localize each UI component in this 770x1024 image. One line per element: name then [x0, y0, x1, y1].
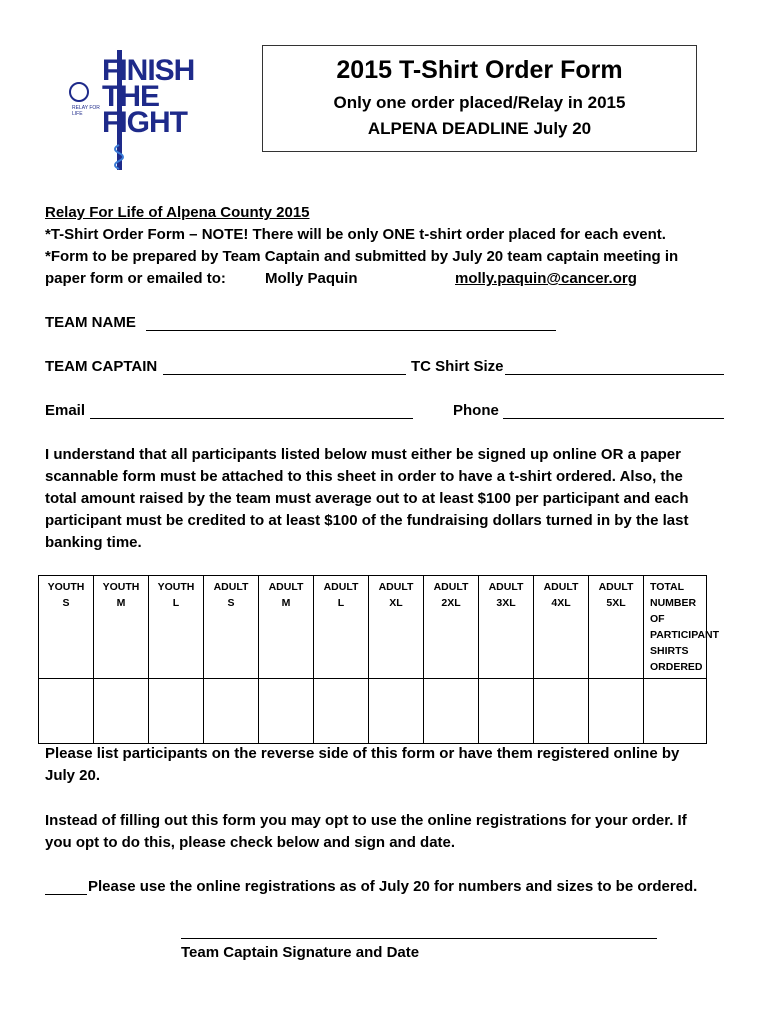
order-note: *T-Shirt Order Form – NOTE! There will be only ONE t-shirt order placed for each event.	[45, 226, 666, 243]
shirt-size-table	[38, 575, 720, 744]
subtitle: Only one order placed/Relay in 2015	[333, 93, 626, 112]
quantity-row	[39, 679, 707, 744]
list-note-2: July 20.	[45, 767, 101, 784]
header-cell: ADULT L	[314, 576, 369, 679]
policy-line-1: I understand that all participants listed below must either be signed up online OR a paper	[45, 446, 681, 463]
email-line[interactable]	[90, 418, 413, 419]
total-cell[interactable]	[644, 679, 707, 744]
finish-the-fight-logo	[62, 50, 202, 180]
policy-line-5: banking time.	[45, 534, 142, 551]
header-cell: ADULT XL	[369, 576, 424, 679]
org-heading: Relay For Life of Alpena County 2015	[45, 204, 310, 221]
header-cell: ADULT 5XL	[589, 576, 644, 679]
quantity-cell[interactable]	[149, 679, 204, 744]
team-captain-line[interactable]	[163, 374, 406, 375]
email-label: Email	[45, 402, 86, 419]
policy-line-4: participant must be credited to at least $100 of the fundraising dollars turned in by the last	[45, 512, 689, 529]
team-captain-label: TEAM CAPTAIN	[45, 358, 158, 375]
contact-name: Molly Paquin	[265, 270, 358, 287]
quantity-cell[interactable]	[314, 679, 369, 744]
total-header-cell: TOTAL NUMBER OF PARTICIPANT SHIRTS ORDERED	[644, 576, 707, 679]
quantity-cell[interactable]	[589, 679, 644, 744]
header-cell: ADULT 3XL	[479, 576, 534, 679]
title-box	[262, 45, 697, 152]
phone-label: Phone	[453, 402, 499, 419]
opt-note-2: you opt to do this, please check below and sign and date.	[45, 834, 456, 851]
header-cell: ADULT S	[204, 576, 259, 679]
logo-line-1: FINISH	[102, 54, 195, 87]
opt-note-1: Instead of filling out this form you may opt to use the online registrations for your order. If	[45, 812, 687, 829]
header-cell: YOUTH M	[94, 576, 149, 679]
list-note-1: Please list participants on the reverse side of this form or have them registered online by	[45, 745, 680, 762]
phone-line[interactable]	[503, 418, 724, 419]
relay-badge: RELAY FOR LIFE	[72, 105, 100, 117]
online-check-line[interactable]	[45, 894, 87, 895]
policy-line-3: total amount raised by the team must average out to at least $100 per participant and each	[45, 490, 689, 507]
team-name-label: TEAM NAME	[45, 314, 136, 331]
policy-line-2: scannable form must be attached to this sheet in order to have a t-shirt ordered. Also, the	[45, 468, 683, 485]
quantity-cell[interactable]	[204, 679, 259, 744]
quantity-cell[interactable]	[369, 679, 424, 744]
quantity-cell[interactable]	[479, 679, 534, 744]
quantity-cell[interactable]	[534, 679, 589, 744]
contact-email[interactable]: molly.paquin@cancer.org	[455, 270, 637, 287]
quantity-cell[interactable]	[39, 679, 94, 744]
header-cell: YOUTH L	[149, 576, 204, 679]
deadline: ALPENA DEADLINE July 20	[367, 119, 592, 138]
logo-line-3: FIGHT	[102, 106, 187, 139]
header-cell: ADULT 2XL	[424, 576, 479, 679]
table-header-row	[39, 576, 707, 679]
prep-note-2: paper form or emailed to:	[45, 270, 226, 287]
tc-shirt-size-label: TC Shirt Size	[411, 358, 504, 375]
header-cell: ADULT 4XL	[534, 576, 589, 679]
online-option: Please use the online registrations as of July 20 for numbers and sizes to be ordered.	[88, 878, 698, 895]
signature-line[interactable]	[181, 938, 657, 939]
team-name-line[interactable]	[146, 330, 556, 331]
signature-label: Team Captain Signature and Date	[181, 944, 420, 961]
logo-line-2: THE	[102, 80, 159, 113]
header-cell: YOUTH S	[39, 576, 94, 679]
quantity-cell[interactable]	[94, 679, 149, 744]
header-cell: ADULT M	[259, 576, 314, 679]
page-title: 2015 T-Shirt Order Form	[336, 56, 623, 84]
quantity-cell[interactable]	[424, 679, 479, 744]
quantity-cell[interactable]	[259, 679, 314, 744]
prep-note: *Form to be prepared by Team Captain and submitted by July 20 team captain meeting in	[45, 248, 679, 265]
tc-shirt-size-line[interactable]	[505, 374, 724, 375]
